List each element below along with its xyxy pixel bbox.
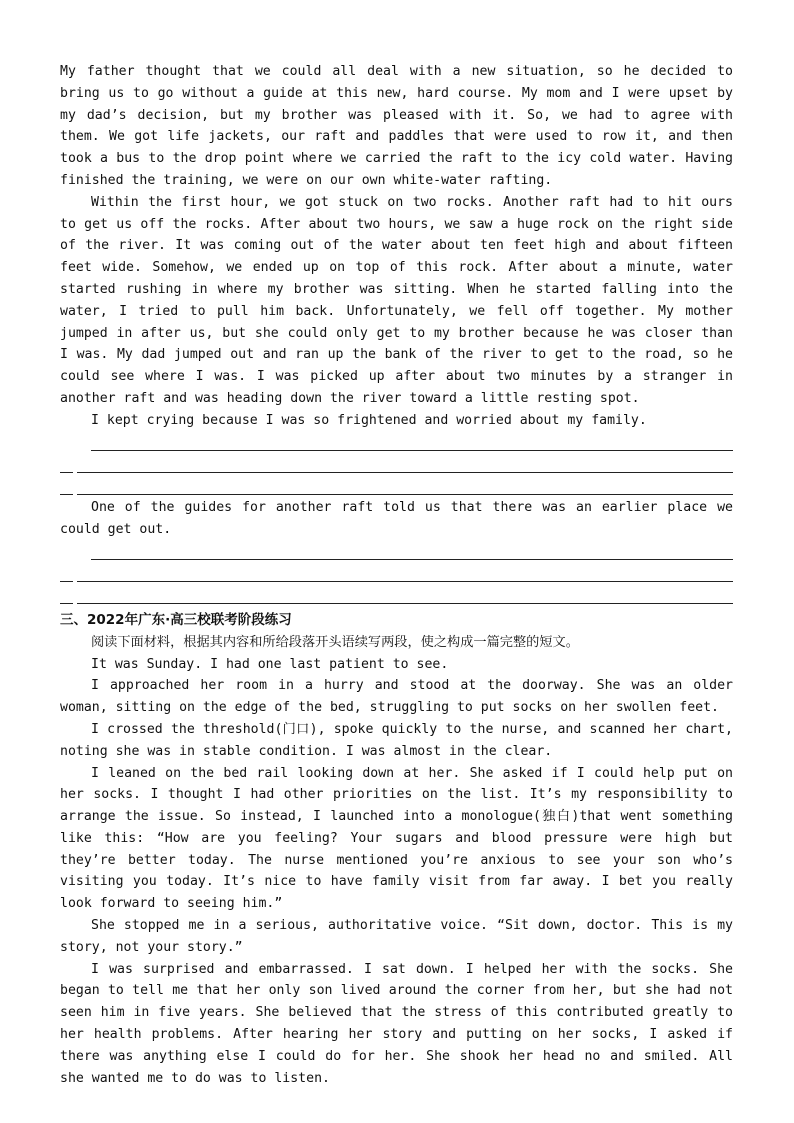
passage-paragraph-3: I crossed the threshold(门口), spoke quickly to the nurse, and scanned her chart, noting she was in stable condition. I was almost in the clear. bbox=[60, 721, 733, 759]
writing-line[interactable] bbox=[60, 584, 733, 606]
writing-line[interactable] bbox=[60, 562, 733, 584]
document-page bbox=[60, 61, 733, 1089]
writing-line[interactable] bbox=[60, 475, 733, 497]
continuation-prompt-1: I kept crying because I was so frightened and worried about my family. bbox=[91, 412, 647, 428]
writing-line[interactable] bbox=[60, 453, 733, 475]
passage-paragraph-2: I approached her room in a hurry and stood at the doorway. She was an older woman, sitting on the edge of the bed, struggling to put socks on her swollen feet. bbox=[60, 678, 733, 716]
section-heading: 三、2022年广东·高三校联考阶段练习 bbox=[60, 611, 292, 628]
passage-paragraph-6: I was surprised and embarrassed. I sat down. I helped her with the socks. She began to tell me that her only son lived around the corner from her, but she had not seen him in five years. She believed that the stress of this contributed greatly to her health problems. After hearing her story and putting on her socks, I asked if there was anything else I could do for her. She shook her head no and smiled. All she wanted me to do was to listen. bbox=[60, 961, 733, 1086]
passage-paragraph-5: She stopped me in a serious, authoritative voice. “Sit down, doctor. This is my story, not your story.” bbox=[60, 918, 733, 955]
passage-paragraph-4: I leaned on the bed rail looking down at her. She asked if I could help put on her socks. I thought I had other priorities on the list. It’s my responsibility to arrange the issue. So instead, I launched into a monologue(独白)that went something like this: “How are you feeling? Your sugars and blood pressure were high but they’re better today. The nurse mentioned you’re anxious to see your son who’s visiting you today. It’s nice to have family visit from far away. I bet you really look forward to seeing him.” bbox=[60, 765, 733, 912]
instruction-text: 阅读下面材料，根据其内容和所给段落开头语续写两段，使之构成一篇完整的短文。 bbox=[91, 634, 579, 650]
continuation-prompt-2: One of the guides for another raft told us that there was an earlier place we could get out. bbox=[60, 499, 733, 537]
story-paragraph-1: My father thought that we could all deal with a new situation, so he decided to bring us to go without a guide at this new, hard course. My mom and I were upset by my dad’s decision, but my brother was pleased with it. So, we had to agree with them. We got life jackets, our raft and paddles that were used to row it, and then took a bus to the drop point where we carried the raft to the icy cold water. Having finished the training, we were on our own white-water rafting. bbox=[60, 64, 733, 188]
passage-paragraph-1: It was Sunday. I had one last patient to see. bbox=[91, 656, 449, 672]
story-paragraph-2: Within the first hour, we got stuck on two rocks. Another raft had to hit ours to get us off the rocks. After about two hours, we saw a huge rock on the right side of the river. It was coming out of the water about ten feet high and about fifteen feet wide. Somehow, we ended up on top of this rock. After about a minute, water started rushing in where my brother was sitting. When he started falling into the water, I tried to pull him back. Unfortunately, we fell off together. My mother jumped in after us, but she could only get to my brother because he was closer than I was. My dad jumped out and ran up the bank of the river to get to the road, so he could see where I was. I was picked up after about two minutes by a stranger in another raft and was heading down the river toward a little resting spot. bbox=[60, 194, 733, 406]
writing-line[interactable] bbox=[60, 432, 733, 454]
writing-line[interactable] bbox=[60, 541, 733, 563]
